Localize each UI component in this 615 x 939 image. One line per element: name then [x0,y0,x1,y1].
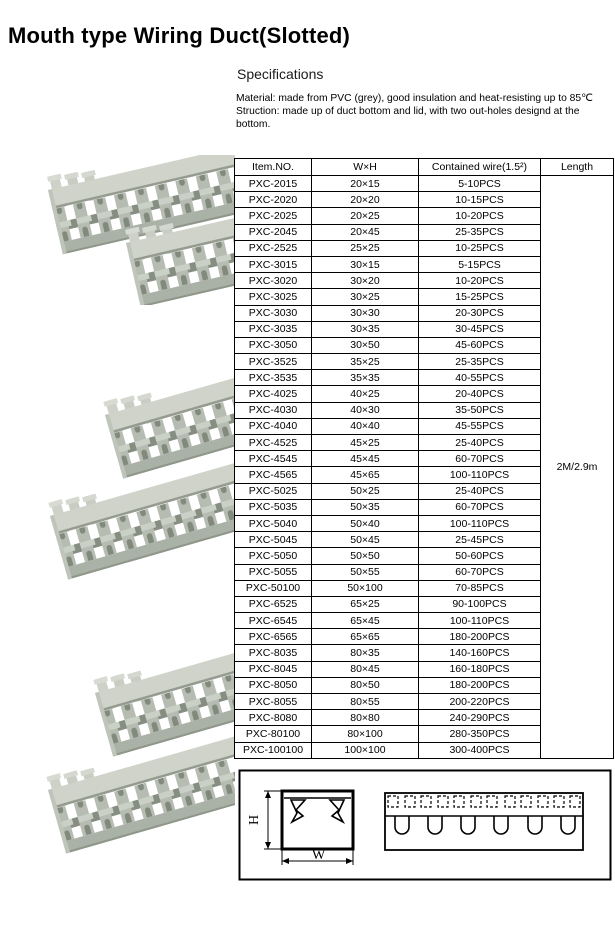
table-cell: 90-100PCS [419,596,541,612]
table-cell: 30×25 [312,289,419,305]
wiring-duct-image [46,370,235,579]
table-cell: 50×45 [312,532,419,548]
table-cell: 160-180PCS [419,661,541,677]
header-contained-wire: Contained wire(1.5²) [419,159,541,176]
specifications-table [234,158,614,759]
table-cell: 80×100 [312,726,419,742]
table-cell: PXC-6565 [235,629,312,645]
table-cell: 100-110PCS [419,467,541,483]
table-cell: PXC-2015 [235,176,312,192]
table-cell: PXC-4525 [235,435,312,451]
table-cell: 50×40 [312,515,419,531]
table-cell: 50×25 [312,483,419,499]
table-cell: 65×25 [312,596,419,612]
table-cell: 35-50PCS [419,402,541,418]
table-cell: 25-35PCS [419,224,541,240]
header-length: Length [541,159,614,176]
table-cell: 35×35 [312,370,419,386]
specifications-text [236,92,615,131]
table-cell: 20×25 [312,208,419,224]
table-cell: 20-30PCS [419,305,541,321]
table-cell: 25-35PCS [419,354,541,370]
table-cell: 45-60PCS [419,337,541,353]
table-cell: 20×20 [312,192,419,208]
table-cell: PXC-3015 [235,256,312,272]
table-cell: 80×80 [312,710,419,726]
table-cell: PXC-50100 [235,580,312,596]
table-cell: PXC-3525 [235,354,312,370]
table-cell: 80×45 [312,661,419,677]
table-cell: 50×100 [312,580,419,596]
table-cell: PXC-2045 [235,224,312,240]
table-cell: PXC-8055 [235,694,312,710]
table-cell: 60-70PCS [419,564,541,580]
header-item-no: Item.NO. [235,159,312,176]
table-cell: 25-45PCS [419,532,541,548]
table-cell: 30×15 [312,256,419,272]
table-cell: PXC-2025 [235,208,312,224]
table-cell: PXC-5055 [235,564,312,580]
table-row [235,176,614,192]
table-cell: 45-55PCS [419,418,541,434]
table-cell: 240-290PCS [419,710,541,726]
table-cell: PXC-2020 [235,192,312,208]
table-cell: 10-15PCS [419,192,541,208]
table-cell: PXC-3020 [235,273,312,289]
table-cell: 50×55 [312,564,419,580]
table-cell: 60-70PCS [419,451,541,467]
table-cell: 5-10PCS [419,176,541,192]
table-cell: 65×45 [312,613,419,629]
table-cell: PXC-4565 [235,467,312,483]
table-cell: 25-40PCS [419,483,541,499]
table-cell: 100-110PCS [419,515,541,531]
table-cell: PXC-8035 [235,645,312,661]
width-label: W [312,848,326,863]
table-cell: 40-55PCS [419,370,541,386]
table-cell: 10-25PCS [419,240,541,256]
table-cell: 140-160PCS [419,645,541,661]
table-cell: 80×50 [312,677,419,693]
table-cell: 20×45 [312,224,419,240]
table-cell: 70-85PCS [419,580,541,596]
table-cell: PXC-2525 [235,240,312,256]
table-cell: 15-25PCS [419,289,541,305]
table-cell: 30×30 [312,305,419,321]
table-cell: 50×35 [312,499,419,515]
table-cell: PXC-4545 [235,451,312,467]
struction-line: Struction: made up of duct bottom and lid, with two out-holes designd at the bottom. [236,106,580,130]
table-cell: 25×25 [312,240,419,256]
header-wxh: W×H [312,159,419,176]
table-cell: 100×100 [312,742,419,758]
table-cell: PXC-5045 [235,532,312,548]
table-cell: 45×25 [312,435,419,451]
table-cell: PXC-8050 [235,677,312,693]
table-cell: 30×35 [312,321,419,337]
specifications-heading: Specifications [237,66,324,82]
table-cell: 65×65 [312,629,419,645]
table-cell: 200-220PCS [419,694,541,710]
table-cell: PXC-4030 [235,402,312,418]
table-cell: 100-110PCS [419,613,541,629]
height-label: H [247,814,262,825]
table-cell: PXC-100100 [235,742,312,758]
table-cell: 5-15PCS [419,256,541,272]
table-cell: PXC-3035 [235,321,312,337]
length-value-cell: 2M/2.9m [541,176,614,759]
table-cell: 80×55 [312,694,419,710]
table-cell: 25-40PCS [419,435,541,451]
table-cell: 40×40 [312,418,419,434]
table-cell: PXC-6525 [235,596,312,612]
table-cell: PXC-3535 [235,370,312,386]
table-cell: 80×35 [312,645,419,661]
table-cell: 180-200PCS [419,629,541,645]
product-photo-top [0,155,235,305]
table-cell: PXC-3025 [235,289,312,305]
table-cell: 20×15 [312,176,419,192]
table-cell: PXC-5040 [235,515,312,531]
table-cell: PXC-6545 [235,613,312,629]
table-cell: 30-45PCS [419,321,541,337]
table-cell: 280-350PCS [419,726,541,742]
table-cell: PXC-5035 [235,499,312,515]
table-header-row [235,159,614,176]
table-cell: 180-200PCS [419,677,541,693]
wiring-duct-image [45,155,235,305]
table-cell: PXC-4025 [235,386,312,402]
side-view-drawing [372,793,596,850]
table-cell: 40×25 [312,386,419,402]
table-cell: PXC-4040 [235,418,312,434]
table-cell: PXC-3050 [235,337,312,353]
table-cell: 300-400PCS [419,742,541,758]
table-cell: 10-20PCS [419,273,541,289]
table-cell: 50-60PCS [419,548,541,564]
table-cell: PXC-5050 [235,548,312,564]
table-cell: 60-70PCS [419,499,541,515]
table-cell: 40×30 [312,402,419,418]
technical-drawing-box [238,769,612,881]
table-cell: PXC-8045 [235,661,312,677]
table-cell: 30×50 [312,337,419,353]
table-cell: PXC-3030 [235,305,312,321]
product-photo-bottom [0,645,235,890]
table-cell: 45×45 [312,451,419,467]
table-cell: PXC-5025 [235,483,312,499]
table-cell: 45×65 [312,467,419,483]
table-body [235,176,614,759]
material-line: Material: made from PVC (grey), good insulation and heat-resisting up to 85℃ [236,93,593,104]
table-cell: 30×20 [312,273,419,289]
table-cell: 50×50 [312,548,419,564]
table-cell: 10-20PCS [419,208,541,224]
page-title: Mouth type Wiring Duct(Slotted) [8,22,351,48]
wiring-duct-image [44,645,235,853]
table-cell: 35×25 [312,354,419,370]
table-cell: PXC-80100 [235,726,312,742]
product-photo-middle [0,370,235,605]
table-cell: PXC-8080 [235,710,312,726]
table-cell: 20-40PCS [419,386,541,402]
